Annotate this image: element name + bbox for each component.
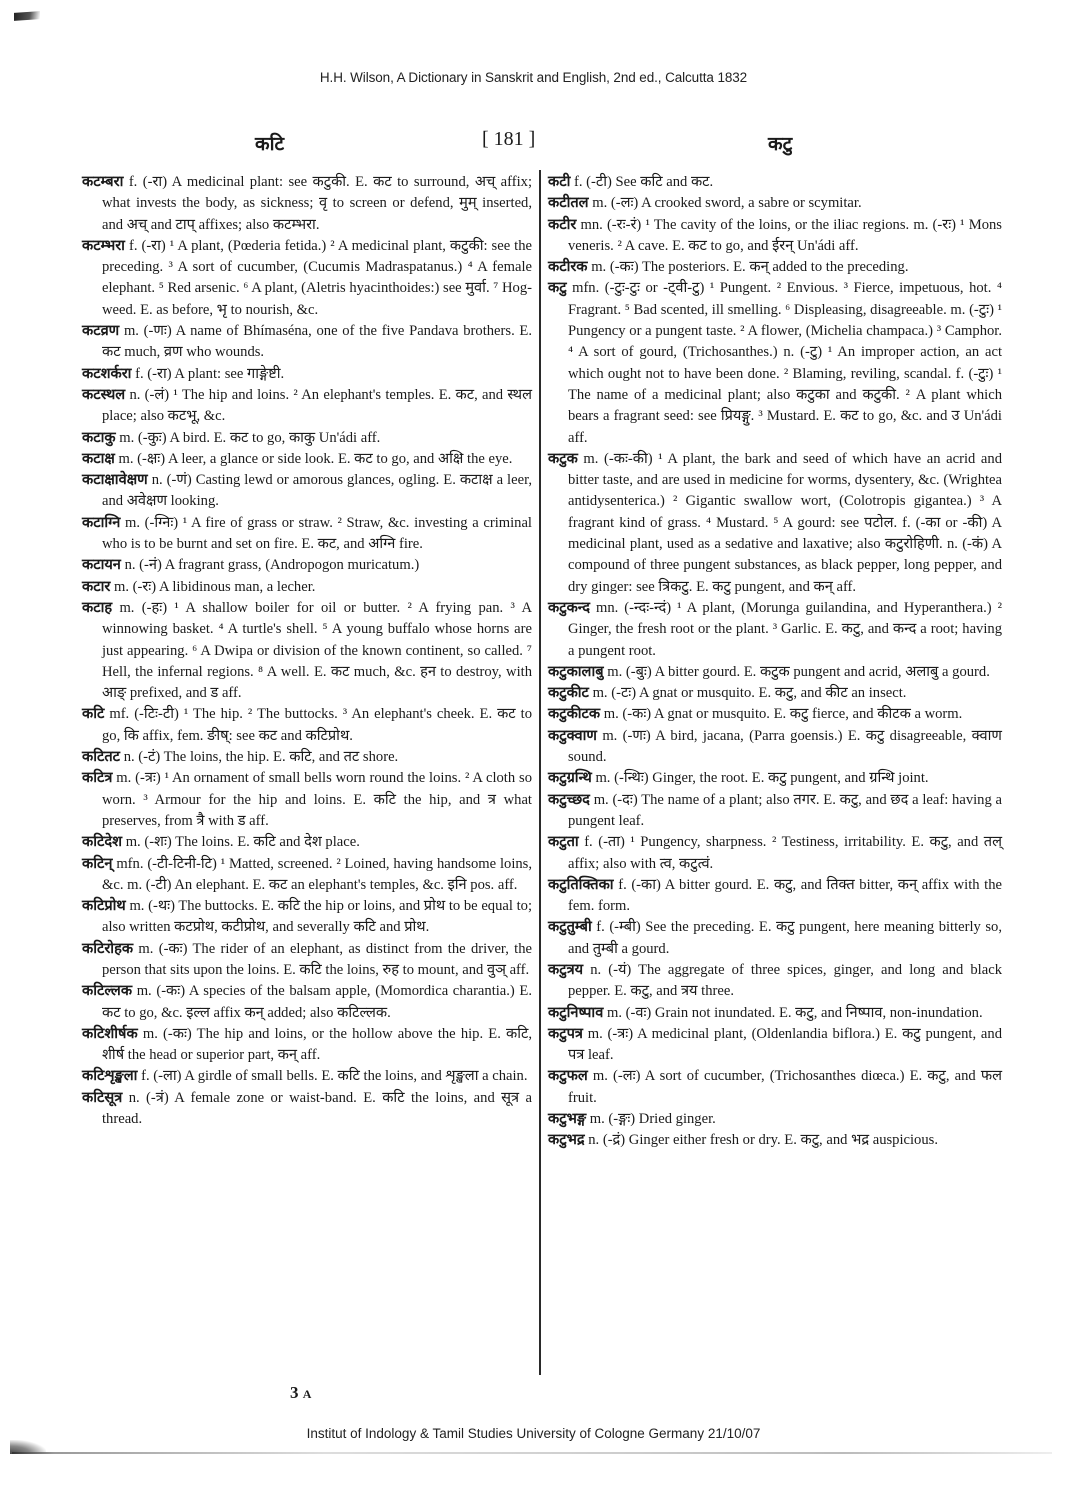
entry-headword: कटुक्वाण <box>548 727 597 744</box>
dictionary-entry <box>548 875 1002 918</box>
entry-headword: कटुकीट <box>548 685 589 702</box>
dictionary-entry <box>548 790 1002 833</box>
dictionary-entry <box>548 1109 1002 1130</box>
entry-definition: n. (-यं) The aggregate of three spices, ginger, and long and black pepper. E. कटु, and त्रय three. <box>568 961 1002 1000</box>
entry-headword: कटीर <box>548 216 577 233</box>
entry-headword: कटुक <box>548 450 578 467</box>
entry-headword: कटाक्षावेक्षण <box>82 472 148 489</box>
dictionary-entry <box>548 768 1002 789</box>
entry-definition: n. (-टं) The loins, the hip. E. कटि, and तट shore. <box>123 749 399 766</box>
entry-headword: कटीरक <box>548 259 588 276</box>
entry-definition: mfn. (-टी-टिनी-टि) ¹ Matted, screened. ² Loined, having handsome loins, &c. m. (-टी) An elephant. E. कट an elephant's temples, &c. इनि pos. aff. <box>102 855 532 893</box>
entry-headword: कटुतुम्बी <box>548 919 592 936</box>
entry-definition: f. (-रा) A plant: see गाङ्गेष्टी. <box>135 365 285 382</box>
dictionary-entry <box>82 555 532 576</box>
entry-definition: mf. (-टिः-टी) ¹ The hip. ² The buttocks. ³ An elephant's cheek. E. कट to go, कि affix, fem. ङीष्: see कट and कटिप्रोथ. <box>102 706 532 744</box>
right-column <box>548 172 1002 1152</box>
entry-headword: कटुकीटक <box>548 706 601 723</box>
column-divider <box>539 170 541 1375</box>
entry-headword: कटीतल <box>548 195 589 212</box>
dictionary-entry <box>548 215 1002 258</box>
entry-headword: कटव्रण <box>82 323 120 340</box>
entry-definition: m. (-त्रः) ¹ An ornament of small bells worn round the loins. ² A cloth so worn. ³ Armour for the hip and loins. E. कटि the hip, and त्र what preserves, from त्रै with ड aff. <box>102 770 532 829</box>
running-head-last-word: कटु <box>768 134 793 155</box>
dictionary-entry <box>82 1066 532 1087</box>
entry-headword: कटुग्रन्थि <box>548 770 592 787</box>
dictionary-entry <box>548 662 1002 683</box>
entry-definition: f. (-म्बी) See the preceding. E. कटु pungent, here meaning bitterly so, and तुम्बी a gourd. <box>568 919 1002 957</box>
entry-definition: m. (-लः) A crooked sword, a sabre or scymitar. <box>592 195 862 212</box>
entry-headword: कटिरोहक <box>82 940 134 957</box>
entry-definition: m. (-लः) A sort of cucumber, (Trichosanthes diœca.) E. कटु, and फल fruit. <box>568 1068 1003 1106</box>
entry-definition: n. (-द्रं) Ginger either fresh or dry. E. कटु, and भद्र auspicious. <box>588 1132 938 1149</box>
entry-definition: m. (-कः) A species of the balsam apple, (Momordica charantia.) E. कट to go, &c. इल्ल affix कन् added; also कटिल्लक. <box>102 983 533 1021</box>
entry-definition: m. (-त्रः) A medicinal plant, (Oldenlandia biflora.) E. कटु pungent, and पत्र leaf. <box>568 1025 1002 1064</box>
dictionary-entry <box>82 1088 532 1131</box>
entry-headword: कटम्बरा <box>82 174 124 190</box>
dictionary-entry <box>82 981 532 1024</box>
entry-headword: कटिशृङ्खला <box>82 1068 138 1085</box>
entry-definition: m. (-थः) The buttocks. E. कटि the hip or loins, and प्रोथ to be equal to; also written कटप्रोथ, कटीप्रोथ, and severally कटि and प्रोथ. <box>102 898 532 936</box>
signature-letter: A <box>302 1387 312 1401</box>
dictionary-entry <box>548 683 1002 704</box>
dictionary-entry <box>82 747 532 768</box>
entry-headword: कटितट <box>82 749 121 766</box>
dictionary-entry <box>82 428 532 449</box>
scan-artifact-top <box>14 11 40 21</box>
entry-definition: m. (-दः) The name of a plant; also तगर. E. कटु, and छद a leaf: having a pungent leaf. <box>568 791 1002 829</box>
entry-headword: कटाग्नि <box>82 514 121 531</box>
dictionary-entry <box>82 832 532 853</box>
entry-definition: m. (-कः) The posteriors. E. कन् added to the preceding. <box>591 259 909 276</box>
dictionary-entry <box>548 1066 1002 1109</box>
entry-definition: m. (-कः) The rider of an elephant, as distinct from the driver, the person that sits upon the loins. E. कटि the loins, रुह to mount, and वुञ् aff. <box>102 940 533 978</box>
dictionary-entry <box>548 1024 1002 1067</box>
entry-headword: कटिसूत्र <box>82 1089 123 1106</box>
entry-headword: कटिप्रोथ <box>82 898 126 915</box>
entry-definition: m. (-ङ्गः) Dried ginger. <box>589 1111 716 1128</box>
entry-definition: n. (-लं) ¹ The hip and loins. ² An elephant's temples. E. कट, and स्थल place; also कटभू, &c. <box>102 386 532 425</box>
entry-definition: f. (-रा) ¹ A plant, (Pœderia fetida.) ² A medicinal plant, कटुकी: see the preceding. ³ A sort of cucumber, (Cucumis Madraspatanus.) ⁴ A female elephant. ⁵ Red arsenic. ⁶ A plant, (Aletris hyacinthoides:) see मुर्वा. ⁷ Hog-weed. E. as before, भृ to nourish, &c. <box>102 237 532 318</box>
entry-definition: m. (-बुः) A bitter gourd. E. कटुक pungent and acrid, अलाबु a gourd. <box>607 663 990 680</box>
entry-headword: कटाकु <box>82 429 116 446</box>
entry-headword: कटुकन्द <box>548 599 591 616</box>
entry-headword: कटुपत्र <box>548 1025 583 1042</box>
entry-headword: कटायन <box>82 557 121 574</box>
dictionary-entry <box>82 513 532 556</box>
entry-headword: कटुच्छद <box>548 791 590 808</box>
dictionary-entry <box>548 704 1002 725</box>
running-head <box>0 128 1067 158</box>
dictionary-entry <box>548 172 1002 193</box>
dictionary-entry <box>82 577 532 598</box>
entry-definition: mn. (-न्दः-न्दं) ¹ A plant, (Morunga guilandina, and Hyperanthera.) ² Ginger, the fresh root or the plant. ³ Garlic. E. कटु, and कन्द a root; having a pungent root. <box>568 599 1002 659</box>
entry-definition: m. (-न्थिः) Ginger, the root. E. कटु pungent, and ग्रन्थि joint. <box>595 770 929 787</box>
entry-headword: कटाक्ष <box>82 450 115 467</box>
page-number: [ 181 ] <box>482 128 536 150</box>
entry-headword: कटुत्रय <box>548 961 584 978</box>
entry-definition: f. (-का) A bitter gourd. E. कटु, and तिक्त bitter, कन् affix with the fem. form. <box>568 876 1002 915</box>
dictionary-entry <box>548 1130 1002 1151</box>
entry-headword: कटुनिष्पाव <box>548 1004 604 1021</box>
dictionary-entry <box>82 236 532 321</box>
entry-definition: m. (-क्षः) A leer, a glance or side look. E. कट to go, and अक्षि the eye. <box>118 450 513 467</box>
entry-definition: n. (-णं) Casting lewd or amorous glances, ogling. E. कटाक्ष a leer, and अवेक्षण looking. <box>102 472 532 510</box>
entry-definition: f. (-रा) A medicinal plant: see कटुकी. E. कट to surround, अच् affix; what invests the body, as sickness; वृ to screen or defend, मुम् inserted, and अच् and टाप् affixes; also कटम्भरा. <box>102 174 532 233</box>
entry-definition: m. (-कः) The hip and loins, or the hollow above the hip. E. कटि, शीर्ष the head or superior part, कन् aff. <box>102 1025 532 1064</box>
entry-headword: कटस्थल <box>82 386 126 403</box>
entry-definition: f. (-टी) See कटि and कट. <box>574 174 714 190</box>
dictionary-entry <box>82 1024 532 1067</box>
dictionary-entry <box>82 385 532 428</box>
dictionary-entry <box>548 449 1002 598</box>
entry-definition: f. (-ता) ¹ Pungency, sharpness. ² Testiness, irritability. E. कटु, and तल् affix; also with त्व, कटुत्वं. <box>568 834 1002 872</box>
entry-headword: कटी <box>548 174 571 190</box>
dictionary-entry <box>548 917 1002 960</box>
source-citation-header: H.H. Wilson, A Dictionary in Sanskrit and English, 2nd ed., Calcutta 1832 <box>319 70 748 85</box>
dictionary-entry <box>548 193 1002 214</box>
dictionary-entry <box>82 939 532 982</box>
dictionary-entry <box>82 172 532 236</box>
entry-definition: n. (-नं) A fragrant grass, (Andropogon muricatum.) <box>124 557 420 574</box>
dictionary-entry <box>548 960 1002 1003</box>
entry-headword: कटुभद्र <box>548 1132 585 1149</box>
entry-headword: कटिल्लक <box>82 983 133 1000</box>
entry-headword: कटिन् <box>82 855 113 872</box>
entry-headword: कटम्भरा <box>82 237 125 254</box>
dictionary-entry <box>82 768 532 832</box>
entry-headword: कटित्र <box>82 770 113 787</box>
entry-definition: m. (-ग्निः) ¹ A fire of grass or straw. ² Straw, &c. investing a criminal who is to be burnt and set on fire. E. कट, and अग्नि fire. <box>102 514 532 553</box>
entry-definition: m. (-वः) Grain not inundated. E. कटु, and निष्पाव, non-inundation. <box>606 1004 983 1021</box>
entry-headword: कटिदेश <box>82 834 123 851</box>
dictionary-entry <box>82 321 532 364</box>
entry-headword: कटुकालाबु <box>548 663 604 680</box>
dictionary-entry <box>548 832 1002 875</box>
dictionary-entry <box>82 854 532 897</box>
entry-headword: कटु <box>548 280 567 297</box>
signature-mark <box>290 1383 311 1403</box>
dictionary-entry <box>82 470 532 513</box>
dictionary-entry <box>82 364 532 385</box>
entry-headword: कटुफल <box>548 1068 588 1085</box>
entry-definition: m. (-णः) A name of Bhímaséna, one of the five Pandava brothers. E. कट much, व्रण who wounds. <box>102 323 532 361</box>
entry-definition: m. (-कः-की) ¹ A plant, the bark and seed of which have an acrid and bitter taste, and are used in medicine for worms, dysentery, &c. (Wrightea antidysenterica.) ² Gigantic swallow wort, (Colotropis gigantea.) ³ A fragrant kind of grass. ⁴ Mustard. ⁵ A gourd: see पटोल. f. (-का or -की) A medicinal plant, used as a sedative and laxative; also कटुरोहिणी. n. (-कं) A compound of three pungent substances, as black pepper, long pepper, and dry ginger: see त्रिकटु. E. कटु pungent, and कन् aff. <box>568 450 1002 595</box>
entry-definition: m. (-कुः) A bird. E. कट to go, काकु Un'ádi aff. <box>119 429 381 446</box>
entry-definition: m. (-रः) A libidinous man, a lecher. <box>113 578 316 595</box>
entry-headword: कटार <box>82 578 111 595</box>
left-column <box>82 172 532 1130</box>
dictionary-entry <box>82 704 532 747</box>
scan-edge-line <box>12 1452 1052 1454</box>
entry-definition: mn. (-रः-रं) ¹ The cavity of the loins, or the iliac regions. m. (-रः) ¹ Mons veneris. ² A cave. E. कट to go, and ईरन् Un'ádi aff. <box>568 216 1002 254</box>
dictionary-entry <box>82 896 532 939</box>
entry-headword: कटुभङ्ग <box>548 1111 587 1128</box>
entry-headword: कटाह <box>82 599 113 616</box>
dictionary-entry <box>548 726 1002 769</box>
dictionary-entry <box>82 449 532 470</box>
entry-definition: mfn. (-टुः-टुः or -ट्वी-टु) ¹ Pungent. ² Envious. ³ Fierce, impetuous, hot. ⁴ Fragrant. ⁵ Bad scented, ill smelling. ⁶ Displeasing, disagreeable. m. (-टुः) ¹ Pungency or a pungent taste. ² A flower, (Michelia champaca.) ³ Camphor. ⁴ A sort of gourd, (Trichosanthes.) n. (-टु) ¹ An improper action, an act which ought not to have been done. ² Blaming, reviling, scandal. f. (-टुः) ¹ The name of a medicinal plant; also कटुका and कटुकी. ² A plant which bears a fragrant seed: see प्रियङ्गु. ³ Mustard. E. कट to go, &c. and उ Un'ádi aff. <box>568 280 1002 446</box>
entry-definition: f. (-ला) A girdle of small bells. E. कटि the loins, and शृङ्खला a chain. <box>141 1068 528 1085</box>
dictionary-entry <box>548 278 1002 448</box>
digitization-footer: Institut of Indology & Tamil Studies University of Cologne Germany 21/10/07 <box>306 1426 761 1441</box>
entry-definition: m. (-हः) ¹ A shallow boiler for oil or butter. ² A frying pan. ³ A winnowing basket. ⁴ A turtle's shell. ⁵ A young buffalo whose horns are just appearing. ⁶ A Dwipa or division of the known continent, so called. ⁷ Hell, the infernal regions. ⁸ A well. E. कट much, &c. हन to destroy, with आङ् prefixed, and ड aff. <box>102 599 532 702</box>
entry-headword: कटुता <box>548 834 579 851</box>
entry-definition: n. (-त्रं) A female zone or waist-band. E. कटि the loins, and सूत्र a thread. <box>102 1089 532 1128</box>
entry-headword: कटशर्करा <box>82 365 132 382</box>
entry-headword: कटिशीर्षक <box>82 1025 138 1042</box>
dictionary-entry <box>82 598 532 704</box>
entry-headword: कटुतिक्तिका <box>548 876 614 893</box>
entry-definition: m. (-णः) A bird, jacana, (Parra goensis.) E. कटु disagreeable, क्वाण sound. <box>568 727 1002 766</box>
entry-definition: m. (-शः) The loins. E. कटि and देश place. <box>125 834 360 851</box>
dictionary-entry <box>548 598 1002 662</box>
dictionary-entry <box>548 257 1002 278</box>
dictionary-entry <box>548 1003 1002 1024</box>
running-head-first-word: कटि <box>255 134 285 155</box>
signature-number: 3 <box>290 1383 299 1402</box>
entry-headword: कटि <box>82 706 105 723</box>
entry-definition: m. (-टः) A gnat or musquito. E. कटु, and कीट an insect. <box>592 685 907 702</box>
entry-definition: m. (-कः) A gnat or musquito. E. कटु fierce, and कीटक a worm. <box>603 706 963 723</box>
